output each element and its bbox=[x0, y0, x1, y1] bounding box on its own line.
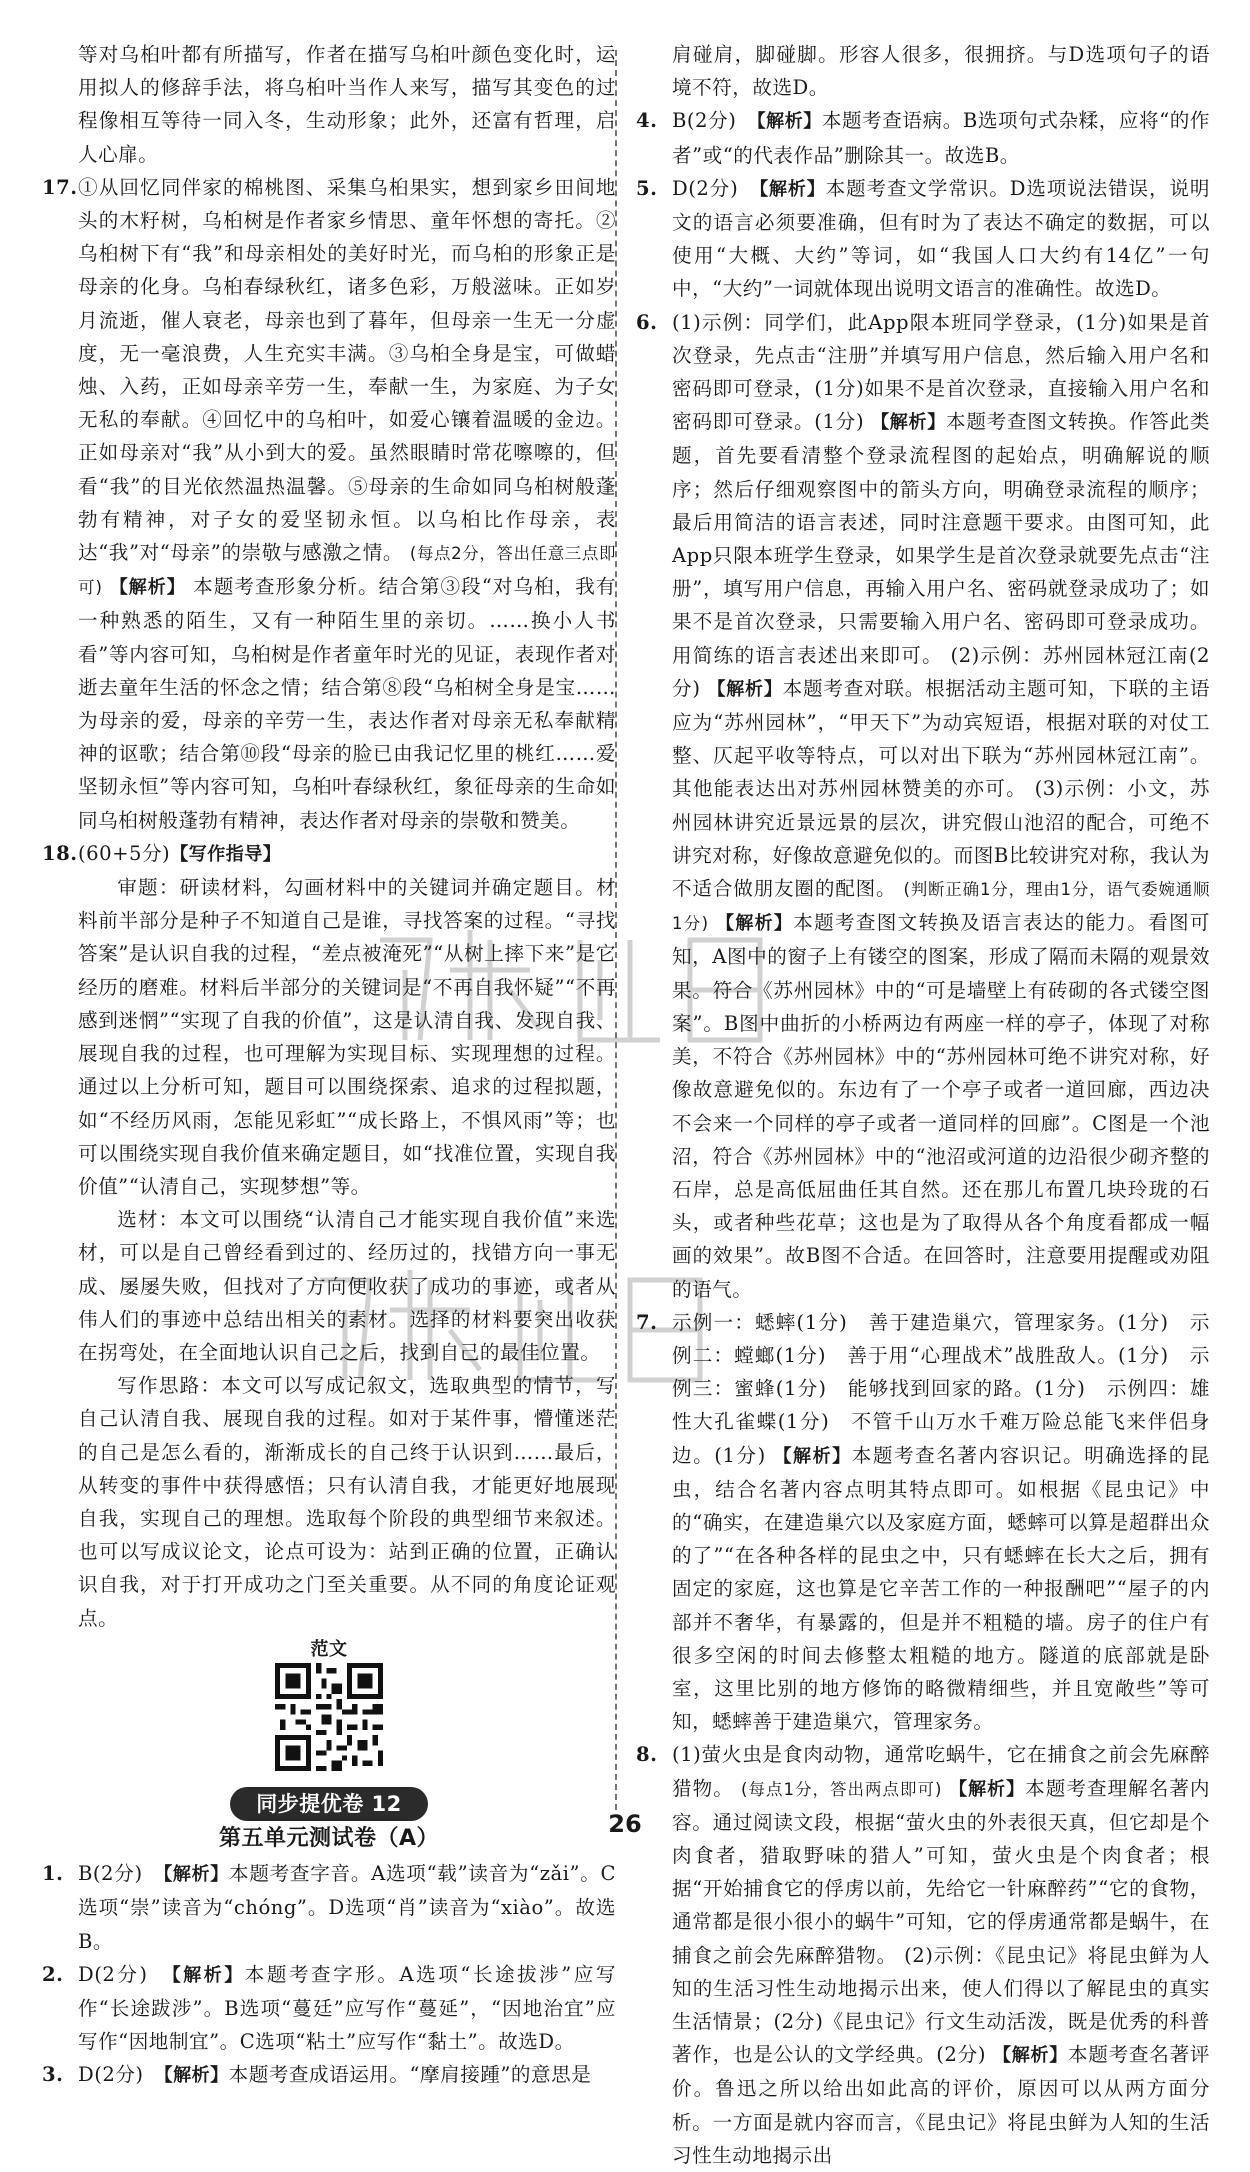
analysis-text-2: 本题考查对联。根据活动主题可知，下联的主语应为“苏州园林”，“甲天下”为动宾短语，根据对联的对仗工整、仄起平收等特点，可以对出下联为“苏州园林冠江南”。其他能表达出对苏州园林赞美的亦可。 bbox=[672, 676, 1210, 801]
answer-part-3: (3)示例：小文，苏州园林讲究近景远景的层次，讲究假山池沼的配合，可绝不讲究对称，好像故意避免似的。而图B比较讲究对称，我认为不适合做朋友圈的配图。 bbox=[672, 777, 1211, 901]
analysis-text: 本题考查名著内容识记。明确选择的昆虫，结合名著内容点明其特点即可。如根据《昆虫记》中的“确实，在建造巢穴以及家庭方面，蟋蟀可以算是超群出众的了”“在各种各样的昆虫之中，只有蟋蟀在长大之后，拥有固定的家庭，这也算是它辛苦工作的一种报酬吧”“屋子的内部并不奢华，有暴露的，但是并不粗糙的墙。房子的住户有很多空闲的时间去修整太粗糙的地方。隧道的底部就是卧室，这里比别的地方修饰的略微精细些，并且宽敞些”等可知，蟋蟀善于建造巢穴，管理家务。 bbox=[672, 1443, 1211, 1734]
score-note: (判断正确1分，理由1分，语气委婉通顺1分) bbox=[672, 880, 1211, 934]
score-head: (60+5分) bbox=[78, 841, 171, 865]
answer-head: B(2分) bbox=[78, 1862, 143, 1886]
analysis-text: 本题考查字形。A选项“长途拔涉”应写作“长途跋涉”。B选项“蔓廷”应写作“蔓延”，“因地治宜”应写作“因地制宜”。C选项“粘土”应写作“黏土”。故选D。 bbox=[78, 1962, 617, 2054]
right-column bbox=[636, 38, 1210, 2172]
analysis-tag-2: 【解析】 bbox=[993, 2045, 1068, 2067]
left-column bbox=[42, 38, 616, 2093]
question-number: 3. bbox=[42, 2063, 64, 2087]
answer-head: D(2分) bbox=[78, 1962, 148, 1986]
analysis-tag: 【解析】 bbox=[109, 577, 186, 599]
analysis-tag-3: 【解析】 bbox=[716, 913, 794, 935]
analysis-text-1: 本题考查理解名著内容。通过阅读文段，根据“萤火虫的外表很天真，但它却是个肉食者，猎取野味的猎人”可知，萤火虫是个肉食者；根据“开始捕食它的俘虏以前，先给它一针麻醉药”“它的食物，通常都是很小很小的蜗牛”可知，它的俘虏通常都是蜗牛，在捕食之前会先麻醉猎物。 bbox=[672, 1776, 1211, 1967]
question-17 bbox=[42, 171, 616, 837]
analysis-text: 本题考查字音。A选项“载”读音为“zǎi”。C选项“崇”读音为“chóng”。D选项“肖”读音为“xiào”。故选B。 bbox=[78, 1862, 617, 1953]
analysis-text: 本题考查文学常识。D选项说法错误，说明文的语言必须要准确，但有时为了表达不确定的数据，可以使用“大概、大约”等词，如“我国人口大约有14亿”一句中，“大约”一词就体现出说明文语言的准确性。故选D。 bbox=[672, 176, 1211, 301]
question-number: 8. bbox=[636, 1743, 658, 1767]
guide-silu: 写作思路：本文可以写成记叙文，选取典型的情节，写自己认清自我、展现自我的过程。如对于某件事，懵懂迷茫的自己是怎么看的，渐渐成长的自己终于认识到……最后，从转变的事件中获得感悟；只有认清自我，才能更好地展现自我，实现自己的理想。选取每个阶段的典型细节来叙述。也可以写成议论文，论点可设为：站到正确的位置，正确认识自我，对于打开成功之门至关重要。从不同的角度论证观点。 bbox=[78, 1374, 616, 1630]
question-number: 7. bbox=[636, 1310, 658, 1334]
question-1 bbox=[42, 1857, 616, 1958]
question-number: 18. bbox=[42, 841, 78, 865]
continued-answer-3: 肩碰肩，脚碰脚。形容人很多，很拥挤。与D选项句子的语境不符，故选D。 bbox=[672, 43, 1210, 100]
question-number: 17. bbox=[42, 175, 78, 199]
question-5 bbox=[636, 172, 1210, 306]
analysis-text: 本题考查语病。B选项句式杂糅，应将“的作者”或“的代表作品”删除其一。故选B。 bbox=[672, 109, 1211, 167]
analysis-text-3: 本题考查图文转换及语言表达的能力。看图可知，A图中的窗子上有镂空的图案，形成了隔而未隔的观景效果。符合《苏州园林》中的“可是墙壁上有砖砌的各式镂空图案”。B图中曲折的小桥两边有两座一样的亭子，体现了对称美，不符合《苏州园林》中的“苏州园林可绝不讲究对称，好像故意避免似的。东边有了一个亭子或者一道回廊，西边决不会来一个同样的亭子或者一道同样的回廊”。C图是一个池沼，符合《苏州园林》中的“池沼或河道的边沿很少砌齐整的石岸，总是高低屈曲任其自然。还在那儿布置几块玲珑的石头，或者种些花草；这也是为了取得从各个角度看都成一幅画的效果”。故B图不合适。在回答时，注意要用提醒或劝阻的语气。 bbox=[672, 911, 1211, 1301]
question-4 bbox=[636, 104, 1210, 171]
guide-xuancai: 选材：本文可以围绕“认清自己才能实现自我价值”来选材，可以是自己曾经看到过的、经历过的，找错方向一事无成、屡屡失败，但找对了方向便收获了成功的事迹，或者从伟人们的事迹中总结出相关的素材。选择的材料要突出收获在拐弯处，在全面地认识自己之后，找到自己的最佳位置。 bbox=[78, 1208, 616, 1364]
writing-guide-tag: 【写作指导】 bbox=[170, 843, 282, 865]
analysis-tag: 【解析】 bbox=[171, 1964, 245, 1986]
answer-part-2: (2)示例：苏州园林冠江南(2分) bbox=[672, 643, 1210, 700]
analysis-text-2: 本题考查名著评价。鲁迅之所以给出如此高的评价，原因可以从两方面分析。一方面是就内容而言，《昆虫记》将昆虫鲜为人知的生活习性生动地揭示出 bbox=[672, 2043, 1211, 2167]
answer-text: 示例一：蟋蟀(1分) 善于建造巢穴，管理家务。(1分) 示例二：螳螂(1分) 善于用“心理战术”战胜敌人。(1分) 示例三：蜜蜂(1分) 能够找到回家的路。(1分) 示例四：雄性大孔雀蝶(1分) 不管千山万水千难万险总能飞来伴侣身边。(1分) bbox=[672, 1310, 1210, 1467]
answer-text: ①从回忆同伴家的棉桃图、采集乌桕果实，想到家乡田间地头的木籽树，乌桕树是作者家乡情思、童年怀想的寄托。②乌桕树下有“我”和母亲相处的美好时光，而乌桕的形象正是母亲的化身。乌桕春绿秋红，诸多色彩，万般滋味。正如岁月流逝，催人衰老，母亲也到了暮年，但母亲一生无一分虚度，无一毫浪费，人生充实丰满。③乌桕全身是宝，可做蜡烛、入药，正如母亲辛劳一生，奉献一生，为家庭、为子女无私的奉献。④回忆中的乌桕叶，如爱心镶着温暖的金边。正如母亲对“我”从小到大的爱。虽然眼睛时常花嚓嚓的，但看“我”的目光依然温热温馨。⑤母亲的生命如同乌桕树般蓬勃有精神，对子女的爱坚韧永恒。以乌桕比作母亲，表达“我”对“母亲”的崇敬与感激之情。 bbox=[78, 175, 616, 565]
guide-shenti: 审题：研读材料，勾画材料中的关键词并确定题目。材料前半部分是种子不知道自己是谁，寻找答案的过程。“寻找答案”是认识自我的过程，“差点被淹死”“从树上摔下来”是它经历的磨难。材料后半部分的关键词是“不再自我怀疑”“不再感到迷惘”“实现了自我的价值”，这是认清自我、发现自我、展现自我的过程，也可理解为实现目标、实现理想的过程。通过以上分析可知，题目可以围绕探索、追求的过程拟题，如“不经历风雨，怎能见彩虹”“成长路上，不惧风雨”等；也可以围绕实现自我价值来确定题目，如“找准位置，实现自我价值”“认清自己，实现梦想”等。 bbox=[78, 876, 616, 1198]
answer-part-1: (1)萤火虫是食肉动物，通常吃蜗牛，它在捕食之前会先麻醉猎物。 bbox=[672, 1743, 1210, 1800]
question-number: 4. bbox=[636, 109, 658, 133]
question-2 bbox=[42, 1958, 616, 2059]
score-note: (每点2分，答出任意三点即可) bbox=[78, 544, 616, 598]
question-6 bbox=[636, 306, 1210, 1306]
analysis-tag: 【解析】 bbox=[759, 178, 826, 200]
analysis-text-1: 本题考查图文转换。作答此类题，首先要看清整个登录流程图的起始点，明确解说的顺序；然后仔细观察图中的箭头方向，明确登录流程的顺序；最后用简洁的语言表述，同时注意题干要求。由图可知，此App只限本班学生登录，如果学生是首次登录就要先点击“注册”，填写用户信息，再输入用户名、密码就登录成功了；如果不是首次登录，只需要输入用户名、密码即可登录成功。用简练的语言表述出来即可。 bbox=[672, 410, 1211, 667]
question-8 bbox=[636, 1738, 1210, 2172]
question-number: 5. bbox=[636, 176, 658, 200]
sample-essay-label: 范文 bbox=[310, 1638, 348, 1660]
answer-part-1: (1)示例：同学们，此App限本班同学登录，(1分)如果是首次登录，先点击“注册”并填写用户信息，然后输入用户名和密码即可登录，(1分)如果不是首次登录，直接输入用户名和密码即可登录。(1分) bbox=[672, 310, 1210, 434]
question-3 bbox=[42, 2058, 616, 2092]
unit-title: 第五单元测试卷（A） bbox=[218, 1826, 440, 1852]
question-number: 6. bbox=[636, 310, 658, 334]
page-number: 26 bbox=[608, 1810, 642, 1838]
answer-head: D(2分) bbox=[78, 2063, 144, 2087]
analysis-tag: 【解析】 bbox=[163, 2065, 229, 2087]
analysis-text: 本题考查成语运用。“摩肩接踵”的意思是 bbox=[228, 2063, 592, 2087]
question-number: 1. bbox=[42, 1862, 64, 1886]
section-banner: 同步提优卷 12 bbox=[230, 1787, 428, 1821]
qr-code-icon[interactable] bbox=[275, 1663, 383, 1771]
analysis-text: 本题考查形象分析。结合第③段“对乌桕，我有一种熟悉的陌生，又有一种陌生里的亲切。……换小人书看”等内容可知，乌桕树是作者童年时光的见证，表现作者对逝去童年生活的怀念之情；结合第⑧段“乌桕树全身是宝……为母亲的爱，母亲的辛劳一生，表达作者对母亲无私奉献精神的讴歌；结合第⑩段“母亲的脸已由我记忆里的桃红……爱坚韧永恒”等内容可知，乌桕叶春绿秋红，象征母亲的生命如同乌桕树般蓬勃有精神，表达作者对母亲的崇敬和赞美。 bbox=[78, 575, 617, 832]
question-18 bbox=[42, 837, 616, 1635]
score-note: (每点1分，答出两点即可) bbox=[741, 1779, 942, 1799]
analysis-tag: 【解析】 bbox=[163, 1864, 230, 1886]
question-7 bbox=[636, 1306, 1210, 1739]
answer-head: B(2分) bbox=[672, 109, 737, 133]
question-number: 2. bbox=[42, 1962, 64, 1986]
answer-head: D(2分) bbox=[672, 176, 739, 200]
analysis-tag: 【解析】 bbox=[871, 412, 946, 434]
answer-part-2: (2)示例：《昆虫记》将昆虫鲜为人知的生活习性生动地揭示出来，使人们得以了解昆虫的真实生活情景；(2分)《昆虫记》行文生动活泼，既是优秀的科普著作，也是公认的文学经典。(2分) bbox=[672, 1943, 1210, 2067]
analysis-tag-2: 【解析】 bbox=[707, 678, 783, 700]
analysis-tag: 【解析】 bbox=[949, 1778, 1026, 1800]
analysis-tag: 【解析】 bbox=[773, 1445, 852, 1467]
intro-paragraph: 等对乌桕叶都有所描写，作者在描写乌桕叶颜色变化时，运用拟人的修辞手法，将乌桕叶当作人来写，描写其变色的过程像相互等待一同入冬，生动形象；此外，还富有哲理，启人心扉。 bbox=[78, 43, 616, 166]
analysis-tag: 【解析】 bbox=[756, 111, 822, 133]
